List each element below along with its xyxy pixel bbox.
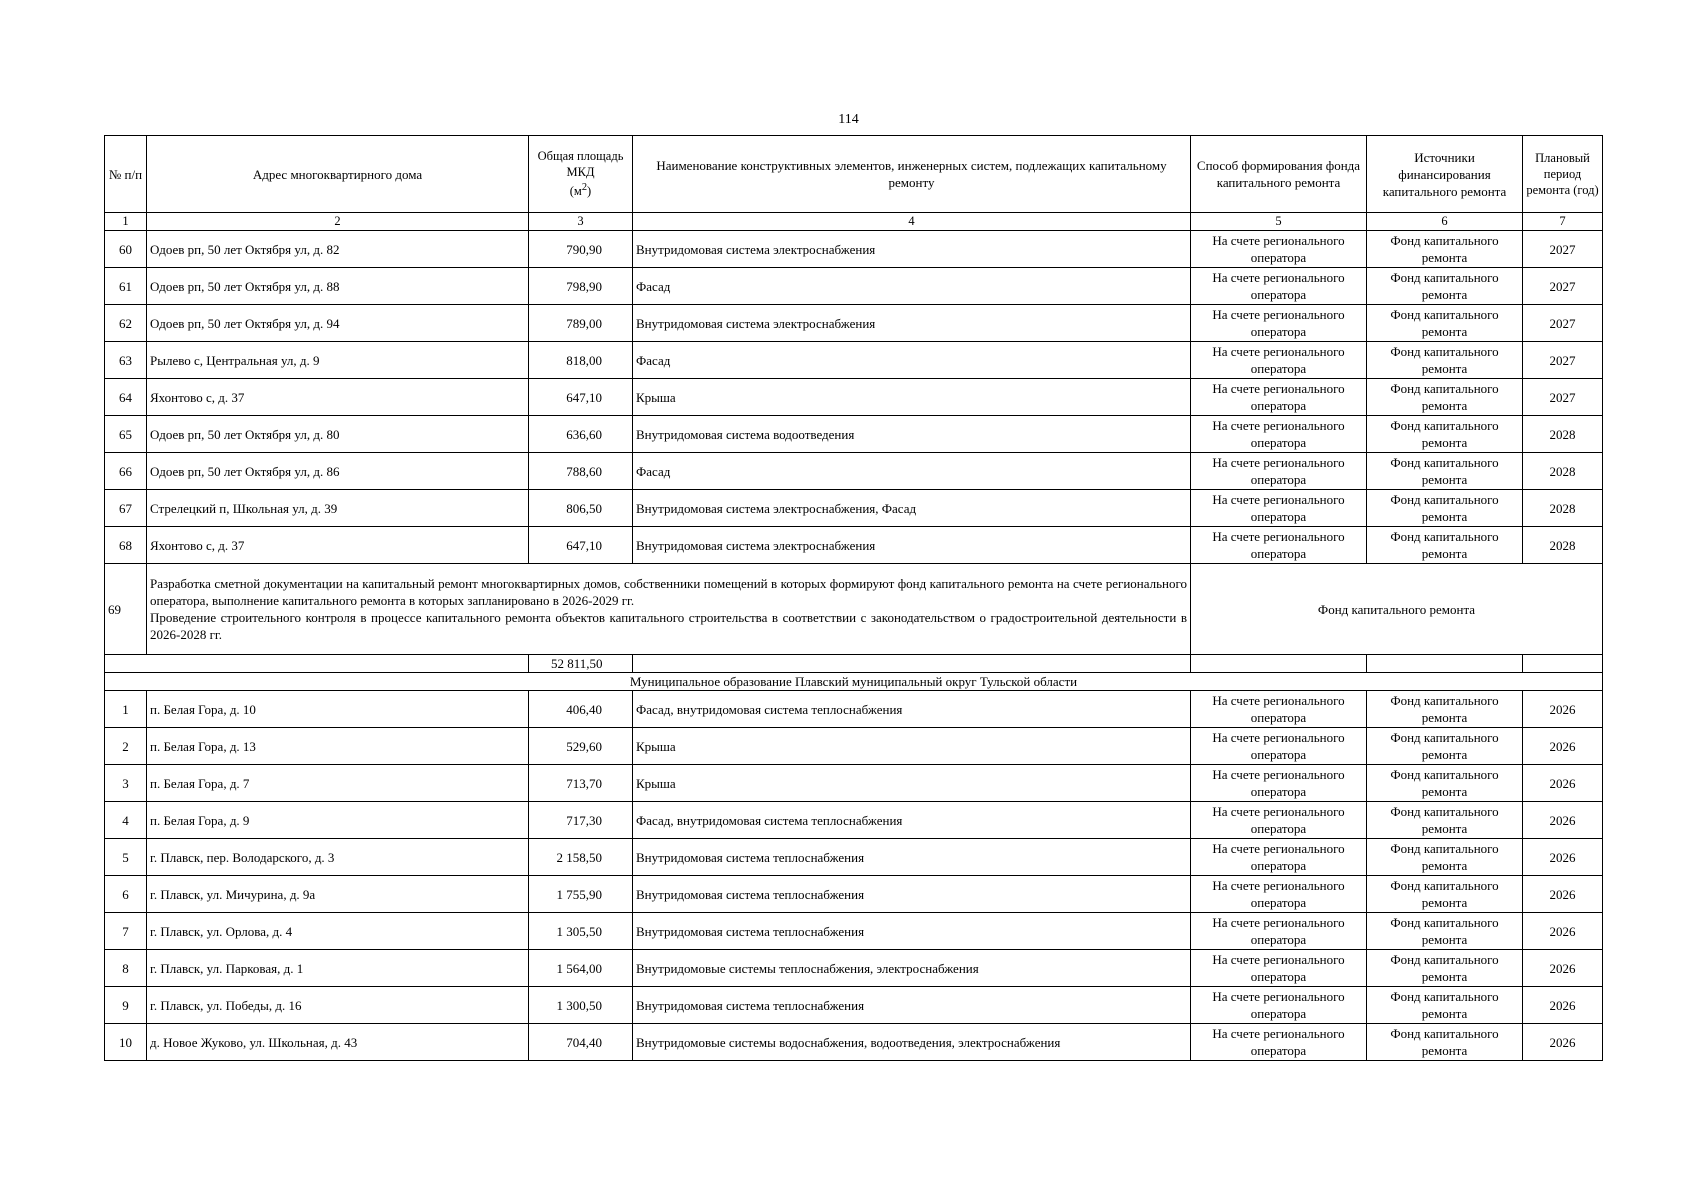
row-number: 69 <box>105 564 147 655</box>
table-row <box>105 839 1603 876</box>
row-year: 2027 <box>1523 231 1603 268</box>
row-source: Фонд капитального ремонта <box>1367 987 1523 1024</box>
row-elements: Фасад <box>633 342 1191 379</box>
row-fund-method: На счете регионального оператора <box>1191 490 1367 527</box>
row-fund-method: На счете регионального оператора <box>1191 527 1367 564</box>
column-number: 1 <box>105 213 147 231</box>
row-number: 64 <box>105 379 147 416</box>
row-area: 529,60 <box>529 728 633 765</box>
row-address: Стрелецкий п, Школьная ул, д. 39 <box>147 490 529 527</box>
row-address: г. Плавск, ул. Парковая, д. 1 <box>147 950 529 987</box>
row-year: 2026 <box>1523 802 1603 839</box>
row-address: г. Плавск, ул. Мичурина, д. 9а <box>147 876 529 913</box>
row-area: 798,90 <box>529 268 633 305</box>
row-elements: Внутридомовые системы теплоснабжения, электроснабжения <box>633 950 1191 987</box>
row-fund-method: На счете регионального оператора <box>1191 802 1367 839</box>
header-num: № п/п <box>105 136 147 213</box>
row-fund-method: На счете регионального оператора <box>1191 876 1367 913</box>
row-fund-method: На счете регионального оператора <box>1191 416 1367 453</box>
row-fund-method: На счете регионального оператора <box>1191 950 1367 987</box>
row-elements: Внутридомовые системы водоснабжения, водоотведения, электроснабжения <box>633 1024 1191 1061</box>
row-year: 2026 <box>1523 765 1603 802</box>
row-area: 1 755,90 <box>529 876 633 913</box>
row-area: 790,90 <box>529 231 633 268</box>
row-number: 8 <box>105 950 147 987</box>
table-row <box>105 268 1603 305</box>
row-source: Фонд капитального ремонта <box>1367 379 1523 416</box>
row-address: Рылево с, Центральная ул, д. 9 <box>147 342 529 379</box>
section-header-row <box>105 673 1603 691</box>
row-number: 1 <box>105 691 147 728</box>
row-elements: Внутридомовая система теплоснабжения <box>633 839 1191 876</box>
row-elements: Фасад <box>633 268 1191 305</box>
table-row <box>105 802 1603 839</box>
row-area: 717,30 <box>529 802 633 839</box>
row-number: 9 <box>105 987 147 1024</box>
total-empty <box>1367 655 1523 673</box>
row-source: Фонд капитального ремонта <box>1367 876 1523 913</box>
row-address: д. Новое Жуково, ул. Школьная, д. 43 <box>147 1024 529 1061</box>
total-empty <box>633 655 1191 673</box>
row-area: 647,10 <box>529 379 633 416</box>
row-elements: Фасад, внутридомовая система теплоснабжения <box>633 802 1191 839</box>
table-total-row <box>105 655 1603 673</box>
header-address: Адрес многоквартирного дома <box>147 136 529 213</box>
row-fund-method: На счете регионального оператора <box>1191 728 1367 765</box>
row-year: 2026 <box>1523 691 1603 728</box>
row-area: 406,40 <box>529 691 633 728</box>
row-year: 2028 <box>1523 527 1603 564</box>
row-fund-method: На счете регионального оператора <box>1191 379 1367 416</box>
row-source: Фонд капитального ремонта <box>1367 802 1523 839</box>
row-year: 2026 <box>1523 876 1603 913</box>
row-address: Яхонтово с, д. 37 <box>147 527 529 564</box>
header-area-unit-prefix: (м <box>569 184 582 199</box>
row-fund-method: На счете регионального оператора <box>1191 342 1367 379</box>
table-row <box>105 416 1603 453</box>
row-year: 2027 <box>1523 305 1603 342</box>
row-year: 2026 <box>1523 987 1603 1024</box>
header-elements: Наименование конструктивных элементов, инженерных систем, подлежащих капитальному ремонту <box>633 136 1191 213</box>
row-fund-method: На счете регионального оператора <box>1191 305 1367 342</box>
table-row <box>105 1024 1603 1061</box>
row-source: Фонд капитального ремонта <box>1367 1024 1523 1061</box>
row-fund-method: На счете регионального оператора <box>1191 453 1367 490</box>
row-address: п. Белая Гора, д. 13 <box>147 728 529 765</box>
header-fund-method: Способ формирования фонда капитального ремонта <box>1191 136 1367 213</box>
table-row <box>105 876 1603 913</box>
table-row <box>105 305 1603 342</box>
row-address: г. Плавск, ул. Орлова, д. 4 <box>147 913 529 950</box>
row-area: 636,60 <box>529 416 633 453</box>
row-note-text <box>147 564 1191 655</box>
table-row <box>105 728 1603 765</box>
row-number: 10 <box>105 1024 147 1061</box>
row-elements: Внутридомовая система электроснабжения <box>633 527 1191 564</box>
row-fund-method: На счете регионального оператора <box>1191 839 1367 876</box>
section-title: Муниципальное образование Плавский муниципальный округ Тульской области <box>105 673 1603 691</box>
row-elements: Крыша <box>633 728 1191 765</box>
row-area: 789,00 <box>529 305 633 342</box>
row-number: 3 <box>105 765 147 802</box>
row-area: 806,50 <box>529 490 633 527</box>
column-number: 4 <box>633 213 1191 231</box>
row-number: 61 <box>105 268 147 305</box>
total-area: 52 811,50 <box>529 655 633 673</box>
row-elements: Внутридомовая система электроснабжения <box>633 231 1191 268</box>
row-number: 67 <box>105 490 147 527</box>
row-address: г. Плавск, ул. Победы, д. 16 <box>147 987 529 1024</box>
row-year: 2027 <box>1523 268 1603 305</box>
row-source: Фонд капитального ремонта <box>1367 913 1523 950</box>
row-note-source: Фонд капитального ремонта <box>1191 564 1603 655</box>
row-source: Фонд капитального ремонта <box>1367 839 1523 876</box>
row-source: Фонд капитального ремонта <box>1367 691 1523 728</box>
row-area: 1 300,50 <box>529 987 633 1024</box>
row-source: Фонд капитального ремонта <box>1367 268 1523 305</box>
note-paragraph: Проведение строительного контроля в процессе капитального ремонта объектов капитального строительства в соответствии с законодательством о градостроительной деятельности в 2026-2028 гг. <box>150 610 1187 642</box>
row-elements: Крыша <box>633 379 1191 416</box>
row-elements: Внутридомовая система теплоснабжения <box>633 876 1191 913</box>
row-year: 2026 <box>1523 1024 1603 1061</box>
row-number: 4 <box>105 802 147 839</box>
row-source: Фонд капитального ремонта <box>1367 342 1523 379</box>
row-elements: Внутридомовая система теплоснабжения <box>633 987 1191 1024</box>
row-fund-method: На счете регионального оператора <box>1191 691 1367 728</box>
row-elements: Фасад, внутридомовая система теплоснабжения <box>633 691 1191 728</box>
total-empty <box>105 655 529 673</box>
table-row <box>105 453 1603 490</box>
row-elements: Внутридомовая система водоотведения <box>633 416 1191 453</box>
row-number: 62 <box>105 305 147 342</box>
table-row <box>105 691 1603 728</box>
row-address: п. Белая Гора, д. 10 <box>147 691 529 728</box>
note-paragraph: Разработка сметной документации на капитальный ремонт многоквартирных домов, собственники помещений в которых формируют фонд капитального ремонта на счете регионального оператора, выполнение капитального ремонта в которых запланировано в 2026-2029 гг. <box>150 576 1187 608</box>
row-area: 1 564,00 <box>529 950 633 987</box>
row-number: 5 <box>105 839 147 876</box>
table-row <box>105 913 1603 950</box>
row-source: Фонд капитального ремонта <box>1367 950 1523 987</box>
row-source: Фонд капитального ремонта <box>1367 453 1523 490</box>
row-year: 2026 <box>1523 728 1603 765</box>
table-row <box>105 490 1603 527</box>
table-row <box>105 527 1603 564</box>
row-number: 68 <box>105 527 147 564</box>
table-row <box>105 342 1603 379</box>
table-row <box>105 950 1603 987</box>
row-address: п. Белая Гора, д. 9 <box>147 802 529 839</box>
row-number: 2 <box>105 728 147 765</box>
table-row <box>105 231 1603 268</box>
header-area-unit-sup: 2 <box>581 182 588 194</box>
header-period: Плановый период ремонта (год) <box>1523 136 1603 213</box>
row-fund-method: На счете регионального оператора <box>1191 231 1367 268</box>
row-number: 60 <box>105 231 147 268</box>
column-number: 6 <box>1367 213 1523 231</box>
row-address: г. Плавск, пер. Володарского, д. 3 <box>147 839 529 876</box>
row-fund-method: На счете регионального оператора <box>1191 1024 1367 1061</box>
row-year: 2028 <box>1523 490 1603 527</box>
row-source: Фонд капитального ремонта <box>1367 765 1523 802</box>
row-area: 2 158,50 <box>529 839 633 876</box>
row-area: 713,70 <box>529 765 633 802</box>
row-year: 2026 <box>1523 913 1603 950</box>
row-year: 2028 <box>1523 416 1603 453</box>
row-address: Одоев рп, 50 лет Октября ул, д. 86 <box>147 453 529 490</box>
total-empty <box>1191 655 1367 673</box>
table-row <box>105 379 1603 416</box>
row-address: Одоев рп, 50 лет Октября ул, д. 94 <box>147 305 529 342</box>
row-area: 788,60 <box>529 453 633 490</box>
row-address: п. Белая Гора, д. 7 <box>147 765 529 802</box>
header-area-label: Общая площадь МКД <box>537 149 624 180</box>
row-elements: Внутридомовая система электроснабжения <box>633 305 1191 342</box>
row-number: 7 <box>105 913 147 950</box>
header-sources: Источники финансирования капитального ремонта <box>1367 136 1523 213</box>
column-numbers-row <box>105 213 1603 231</box>
column-number: 7 <box>1523 213 1603 231</box>
row-fund-method: На счете регионального оператора <box>1191 913 1367 950</box>
page-number: 114 <box>838 112 859 127</box>
table-row <box>105 987 1603 1024</box>
row-fund-method: На счете регионального оператора <box>1191 268 1367 305</box>
row-source: Фонд капитального ремонта <box>1367 231 1523 268</box>
row-fund-method: На счете регионального оператора <box>1191 765 1367 802</box>
row-elements: Внутридомовая система электроснабжения, Фасад <box>633 490 1191 527</box>
row-area: 1 305,50 <box>529 913 633 950</box>
row-elements: Крыша <box>633 765 1191 802</box>
row-year: 2027 <box>1523 342 1603 379</box>
row-source: Фонд капитального ремонта <box>1367 305 1523 342</box>
header-area <box>529 136 633 213</box>
row-area: 647,10 <box>529 527 633 564</box>
column-number: 5 <box>1191 213 1367 231</box>
row-number: 63 <box>105 342 147 379</box>
column-number: 3 <box>529 213 633 231</box>
row-year: 2026 <box>1523 839 1603 876</box>
table-row-note <box>105 564 1603 655</box>
total-empty <box>1523 655 1603 673</box>
row-number: 65 <box>105 416 147 453</box>
table-row <box>105 765 1603 802</box>
row-source: Фонд капитального ремонта <box>1367 527 1523 564</box>
row-address: Одоев рп, 50 лет Октября ул, д. 88 <box>147 268 529 305</box>
row-year: 2027 <box>1523 379 1603 416</box>
row-elements: Внутридомовая система теплоснабжения <box>633 913 1191 950</box>
row-address: Одоев рп, 50 лет Октября ул, д. 82 <box>147 231 529 268</box>
row-number: 6 <box>105 876 147 913</box>
row-year: 2028 <box>1523 453 1603 490</box>
row-elements: Фасад <box>633 453 1191 490</box>
header-area-unit-suffix: ) <box>587 184 592 199</box>
row-number: 66 <box>105 453 147 490</box>
row-source: Фонд капитального ремонта <box>1367 490 1523 527</box>
column-number: 2 <box>147 213 529 231</box>
row-area: 704,40 <box>529 1024 633 1061</box>
row-area: 818,00 <box>529 342 633 379</box>
row-address: Яхонтово с, д. 37 <box>147 379 529 416</box>
table-header-row <box>105 136 1603 213</box>
row-fund-method: На счете регионального оператора <box>1191 987 1367 1024</box>
row-source: Фонд капитального ремонта <box>1367 416 1523 453</box>
row-year: 2026 <box>1523 950 1603 987</box>
row-address: Одоев рп, 50 лет Октября ул, д. 80 <box>147 416 529 453</box>
row-source: Фонд капитального ремонта <box>1367 728 1523 765</box>
capital-repair-table <box>104 135 1603 1061</box>
